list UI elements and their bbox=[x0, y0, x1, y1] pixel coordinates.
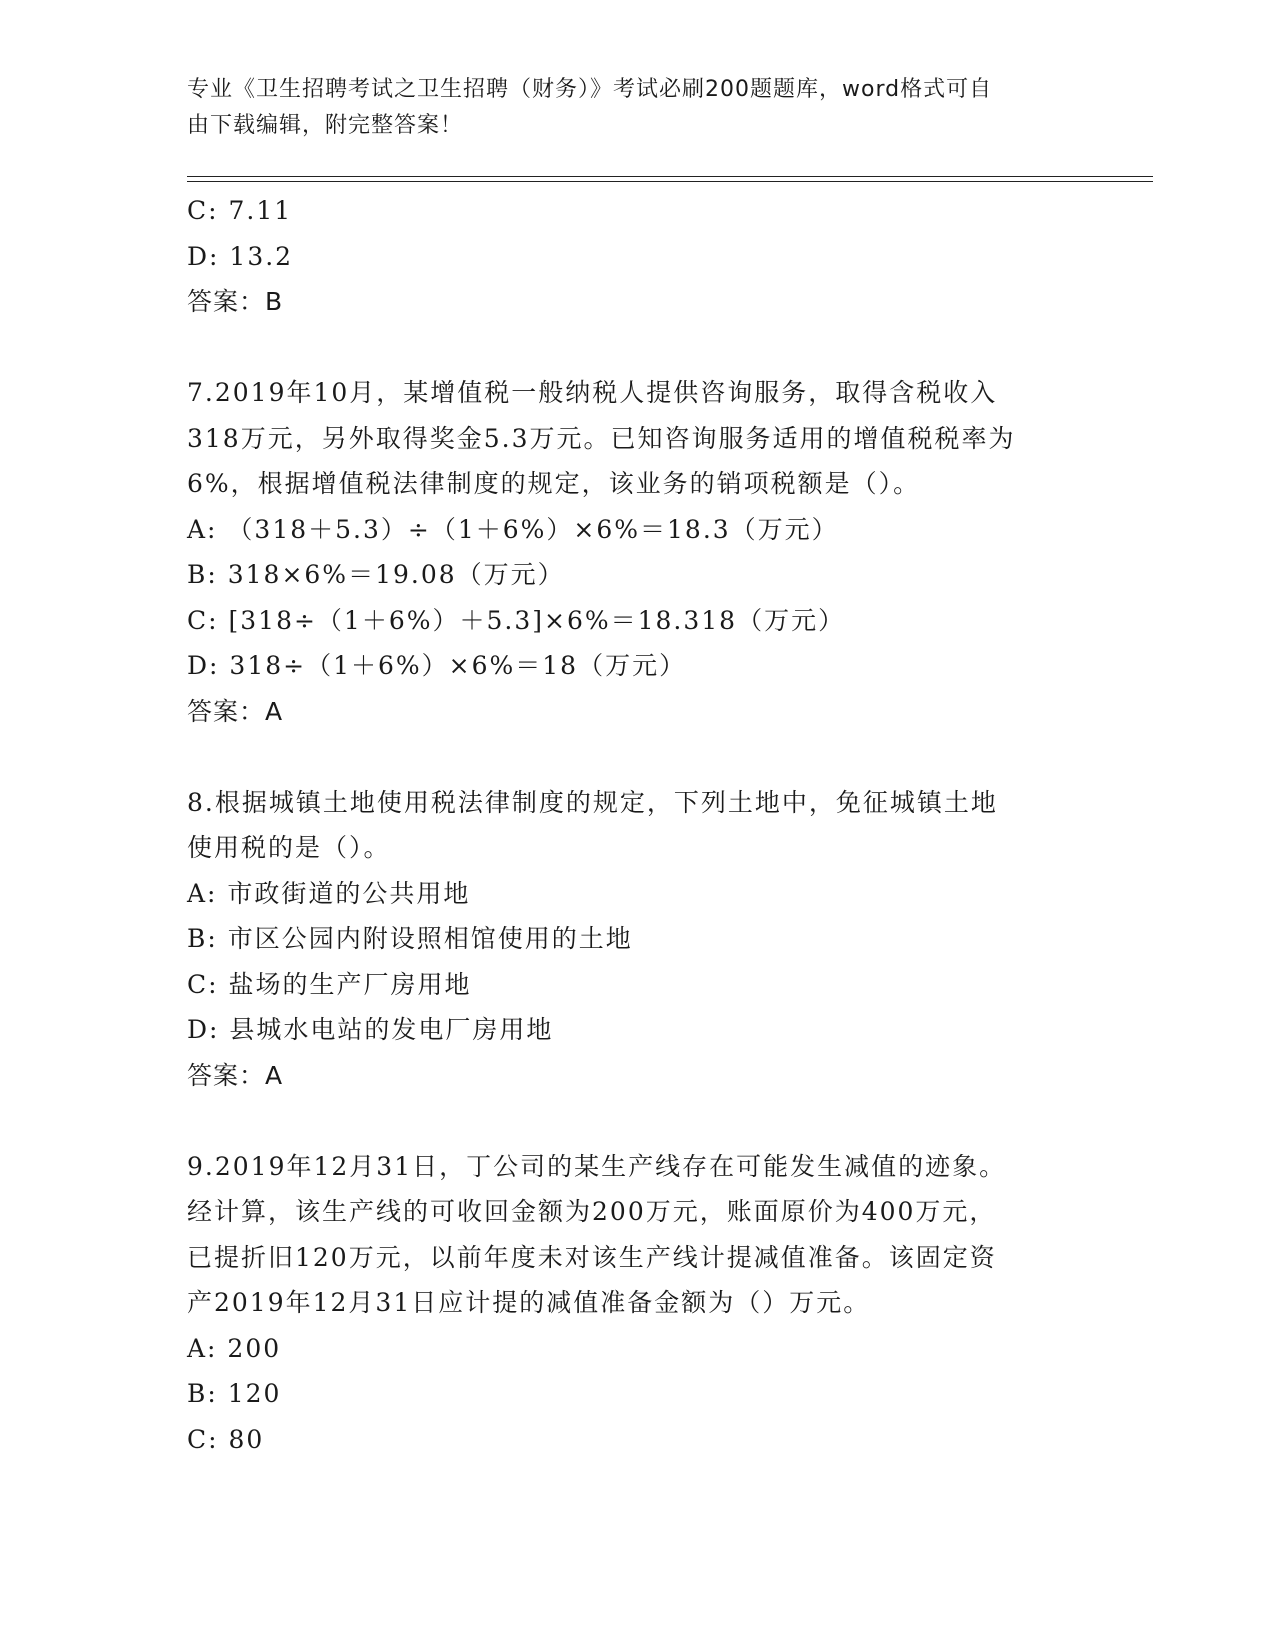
header-divider-bottom bbox=[187, 181, 1153, 182]
q7-answer: 答案：A bbox=[187, 696, 284, 726]
q8-option-b: B: 市区公园内附设照相馆使用的土地 bbox=[187, 924, 633, 953]
q6-option-c: C: 7.11 bbox=[187, 196, 293, 225]
q6-option-d: D: 13.2 bbox=[187, 241, 294, 271]
q8-option-a: A: 市政街道的公共用地 bbox=[187, 878, 471, 908]
q9-option-c: C: 80 bbox=[187, 1424, 265, 1454]
q8-stem-line-2: 使用税的是（）。 bbox=[187, 833, 391, 862]
q9-stem-line-4: 产2019年12月31日应计提的减值准备金额为（）万元。 bbox=[187, 1288, 871, 1317]
question-content bbox=[187, 188, 1087, 1462]
q8-stem-line-1: 8.根据城镇土地使用税法律制度的规定，下列土地中，免征城镇土地 bbox=[187, 787, 998, 817]
q9-stem-line-3: 已提折旧120万元，以前年度未对该生产线计提减值准备。该固定资 bbox=[187, 1242, 997, 1272]
document-header bbox=[187, 72, 1067, 144]
q7-option-a: A: （318＋5.3）÷（1＋6%）×6%＝18.3（万元） bbox=[187, 514, 839, 544]
q9-option-b: B: 120 bbox=[187, 1379, 282, 1408]
header-line-2: 由下载编辑，附完整答案！ bbox=[187, 113, 464, 138]
spacer bbox=[187, 734, 1087, 780]
spacer bbox=[187, 325, 1087, 371]
q7-stem-line-3: 6%，根据增值税法律制度的规定，该业务的销项税额是（）。 bbox=[187, 469, 921, 498]
q7-option-b: B: 318×6%＝19.08（万元） bbox=[187, 560, 565, 589]
header-divider-top bbox=[187, 176, 1153, 177]
q8-option-d: D: 县城水电站的发电厂房用地 bbox=[187, 1015, 554, 1044]
q6-answer: 答案：B bbox=[187, 287, 284, 316]
q9-stem-line-1: 9.2019年12月31日，丁公司的某生产线存在可能发生减值的迹象。 bbox=[187, 1151, 1007, 1181]
q8-answer: 答案：A bbox=[187, 1060, 284, 1090]
header-line-1: 专业《卫生招聘考试之卫生招聘（财务）》考试必刷200题题库，word格式可自 bbox=[187, 77, 993, 102]
q9-option-a: A: 200 bbox=[187, 1333, 282, 1363]
q8-option-c: C: 盐场的生产厂房用地 bbox=[187, 969, 472, 999]
q7-stem-line-2: 318万元，另外取得奖金5.3万元。已知咨询服务适用的增值税税率为 bbox=[187, 423, 1016, 453]
q9-stem-line-2: 经计算，该生产线的可收回金额为200万元，账面原价为400万元， bbox=[187, 1197, 997, 1226]
q7-option-d: D: 318÷（1＋6%）×6%＝18（万元） bbox=[187, 651, 687, 680]
spacer bbox=[187, 1098, 1087, 1144]
q7-stem-line-1: 7.2019年10月，某增值税一般纳税人提供咨询服务，取得含税收入 bbox=[187, 378, 998, 407]
q7-option-c: C: [318÷（1＋6%）＋5.3]×6%＝18.318（万元） bbox=[187, 605, 846, 635]
